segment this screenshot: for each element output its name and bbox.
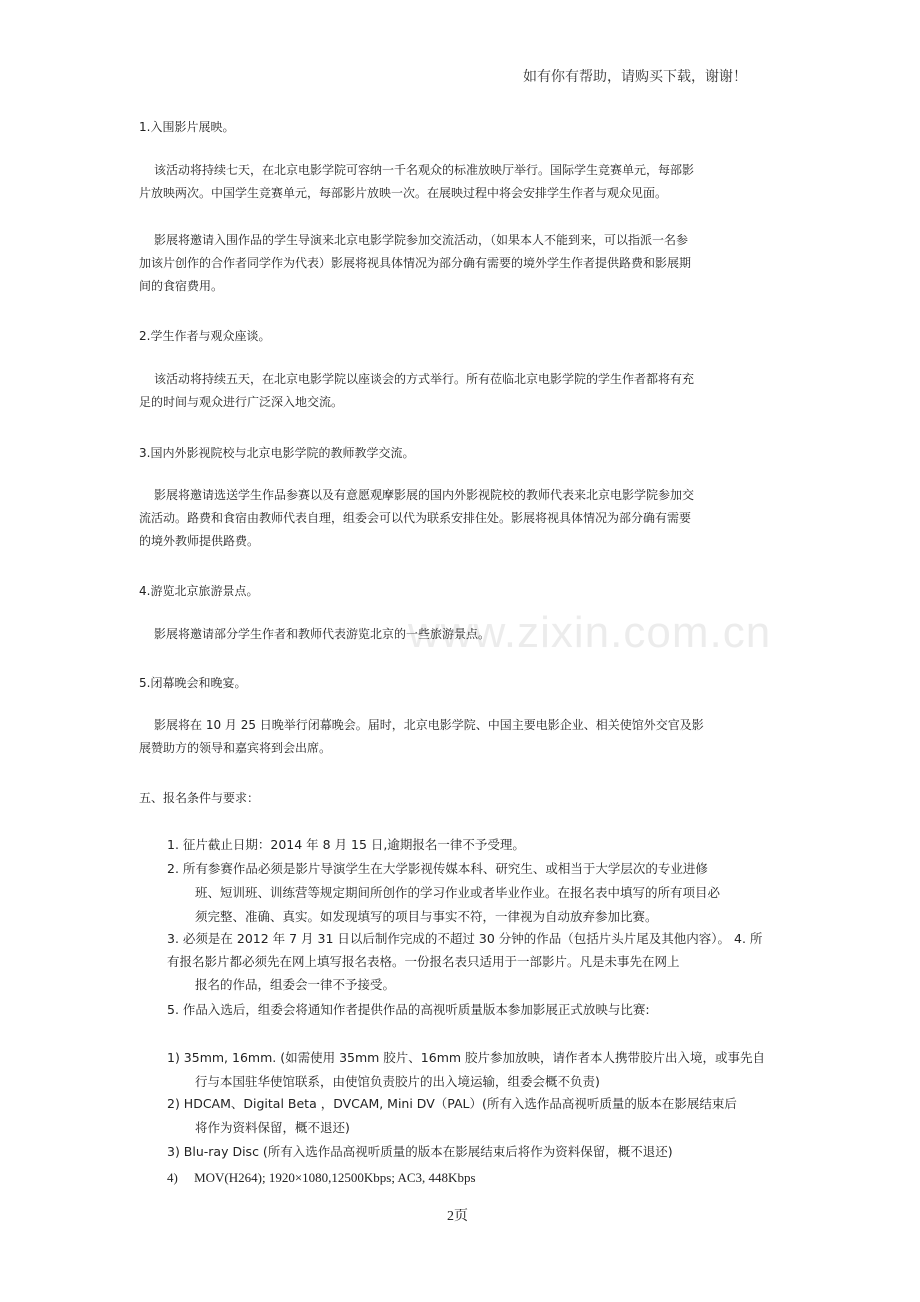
paragraph-line: 该活动将持续七天，在北京电影学院可容纳一千名观众的标准放映厅举行。国际学生竞赛单元，每部影 bbox=[154, 163, 695, 177]
chapter-heading: 五、报名条件与要求： bbox=[139, 791, 260, 805]
paragraph bbox=[139, 229, 691, 298]
requirement-item bbox=[167, 857, 720, 929]
paragraph-line: 片放映两次。中国学生竞赛单元，每部影片放映一次。在展映过程中将会安排学生作者与观众见面。 bbox=[139, 186, 668, 200]
format-line: 1) 35mm, 16mm. (如需使用 35mm 胶片、16mm 胶片参加放映，请作者本人携带胶片出入境，或事先自 bbox=[167, 1050, 766, 1065]
requirement-line: 5. 作品入选后，组委会将通知作者提供作品的高视听质量版本参加影展正式放映与比赛: bbox=[167, 1002, 650, 1017]
paragraph-line: 加该片创作的合作者同学作为代表）影展将视具体情况为部分确有需要的境外学生作者提供路费和影展期 bbox=[139, 256, 692, 270]
format-line: 2) HDCAM、Digital Beta ，DVCAM, Mini DV（PAL）(所有入选作品高视听质量的版本在影展结束后 bbox=[167, 1096, 737, 1111]
requirement-line: 1. 征片截止日期：2014 年 8 月 15 日,逾期报名一律不予受理。 bbox=[167, 837, 525, 852]
requirement-line: 须完整、准确、真实。如发现填写的项目与事实不符，一律视为自动放弃参加比赛。 bbox=[195, 909, 658, 924]
paragraph bbox=[139, 714, 704, 760]
section-heading: 1.入围影片展映。 bbox=[139, 120, 235, 134]
page-number: 2页 bbox=[447, 1209, 468, 1224]
paragraph-line: 间的食宿费用。 bbox=[139, 279, 224, 293]
requirement-line: 3. 必须是在 2012 年 7 月 31 日以后制作完成的不超过 30 分钟的作品（包括片头片尾及其他内容）。 4. 所 bbox=[167, 931, 763, 946]
paragraph-line: 影展将邀请入围作品的学生导演来北京电影学院参加交流活动，（如果本人不能到来，可以指派一名参 bbox=[154, 233, 689, 247]
paragraph bbox=[139, 368, 694, 414]
paragraph-line: 影展将邀请部分学生作者和教师代表游览北京的一些旅游景点。 bbox=[154, 627, 491, 641]
paragraph-line: 该活动将持续五天，在北京电影学院以座谈会的方式举行。所有莅临北京电影学院的学生作者都将有充 bbox=[154, 372, 695, 386]
section-heading: 4.游览北京旅游景点。 bbox=[139, 584, 259, 598]
paragraph bbox=[139, 159, 694, 205]
requirement-item bbox=[167, 927, 762, 996]
section-heading: 3.国内外影视院校与北京电影学院的教师教学交流。 bbox=[139, 446, 415, 460]
paragraph-line: 足的时间与观众进行广泛深入地交流。 bbox=[139, 395, 344, 409]
requirement-line: 报名的作品，组委会一律不予接受。 bbox=[195, 977, 396, 992]
paragraph-line: 流活动。路费和食宿由教师代表自理，组委会可以代为联系安排住处。影展将视具体情况为部分确有需要 bbox=[139, 511, 692, 525]
format-item bbox=[167, 1046, 765, 1094]
format-line: 行与本国驻华使馆联系，由使馆负责胶片的出入境运输，组委会概不负责) bbox=[195, 1074, 600, 1089]
paragraph-line: 影展将在 10 月 25 日晚举行闭幕晚会。届时，北京电影学院、中国主要电影企业、相关使馆外交官及影 bbox=[154, 718, 704, 732]
requirement-item bbox=[167, 998, 650, 1022]
watermark: www.zixin.com.cn bbox=[408, 608, 772, 657]
format-item bbox=[167, 1166, 476, 1190]
format-line: 3) Blu-ray Disc (所有入选作品高视听质量的版本在影展结束后将作为资料保留，概不退还) bbox=[167, 1144, 673, 1159]
paragraph bbox=[139, 484, 694, 553]
format-item bbox=[167, 1140, 673, 1164]
format-line: 4) MOV(H264); 1920×1080,12500Kbps; AC3, 448Kbps bbox=[167, 1170, 476, 1185]
paragraph-line: 影展将邀请选送学生作品参赛以及有意愿观摩影展的国内外影视院校的教师代表来北京电影学院参加交 bbox=[154, 488, 695, 502]
requirement-item bbox=[167, 833, 525, 857]
format-line: 将作为资料保留，概不退还) bbox=[195, 1120, 350, 1135]
paragraph bbox=[139, 623, 490, 646]
requirement-line: 2. 所有参赛作品必须是影片导演学生在大学影视传媒本科、研究生、或相当于大学层次的专业进修 bbox=[167, 861, 708, 876]
paragraph-line: 展赞助方的领导和嘉宾将到会出席。 bbox=[139, 741, 332, 755]
section-heading: 5.闭幕晚会和晚宴。 bbox=[139, 676, 247, 690]
section-heading: 2.学生作者与观众座谈。 bbox=[139, 329, 271, 343]
requirement-line: 班、短训班、训练营等规定期间所创作的学习作业或者毕业作业。在报名表中填写的所有项目必 bbox=[195, 885, 721, 900]
paragraph-line: 的境外教师提供路费。 bbox=[139, 534, 260, 548]
header-note: 如有你有帮助，请购买下载，谢谢！ bbox=[523, 69, 747, 85]
requirement-line: 有报名影片都必须先在网上填写报名表格。一份报名表只适用于一部影片。凡是未事先在网上 bbox=[167, 954, 680, 969]
format-item bbox=[167, 1092, 737, 1140]
